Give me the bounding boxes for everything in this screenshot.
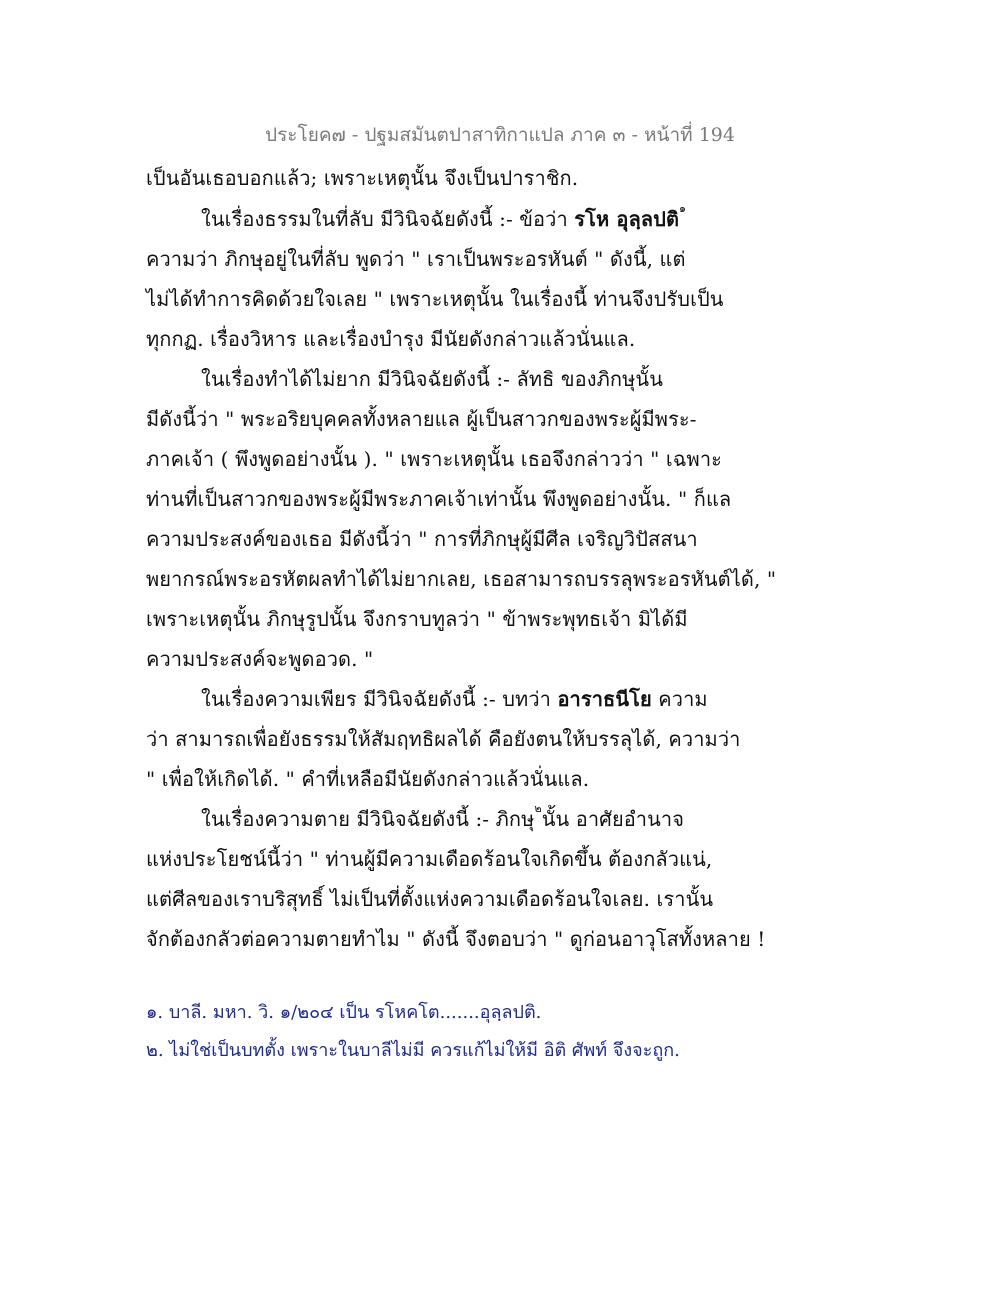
- body-line-9: ท่านที่เป็นสาวกของพระผู้มีพระภาคเจ้าเท่านั้น พึงพูดอย่างนั้น. " ก็แล: [146, 487, 732, 511]
- footnote-2: ๒. ไม่ใช่เป็นบทตั้ง เพราะในบาลีไม่มี ควรแก้ไม่ให้มี อิติ ศัพท์ จึงจะถูก.: [146, 1040, 680, 1061]
- body-line-2: [201, 203, 686, 235]
- page-header: ประโยค๗ - ปฐมสมันตปาสาทิกาแปล ภาค ๓ - หน้าที่ 194: [265, 124, 735, 146]
- body-line-5: ทุกกฏ. เรื่องวิหาร และเรื่องบำรุง มีนัยดังกล่าวแล้วนั่นแล.: [146, 327, 636, 351]
- body-line-3: ความว่า ภิกษุอยู่ในที่ลับ พูดว่า " เราเป็นพระอรหันต์ " ดังนี้, แต่: [146, 247, 686, 271]
- pali-term-aradhaniyo: อาราธนีโย: [557, 687, 652, 711]
- body-line-12: เพราะเหตุนั้น ภิกษุรูปนั้น จึงกราบทูลว่า " ข้าพระพุทธเจ้า มิได้มี: [146, 607, 688, 631]
- body-line-8: ภาคเจ้า ( พึงพูดอย่างนั้น ). " เพราะเหตุนั้น เธอจึงกล่าวว่า " เฉพาะ: [146, 447, 723, 471]
- body-line-17-text: ในเรื่องความตาย มีวินิจฉัยดังนี้ :- ภิกษุ: [201, 807, 535, 831]
- body-line-20: จักต้องกลัวต่อความตายทำไม " ดังนี้ จึงตอบว่า " ดูก่อนอาวุโสทั้งหลาย !: [146, 927, 766, 951]
- footnote-ref-1: ๑: [679, 202, 687, 215]
- body-line-17: [201, 803, 684, 835]
- body-line-14: [201, 683, 708, 715]
- footnote-ref-2: ๒: [534, 802, 542, 815]
- body-line-6: ในเรื่องทำได้ไม่ยาก มีวินิจฉัยดังนี้ :- ลัทธิ ของภิกษุนั้น: [201, 367, 663, 391]
- body-line-1: เป็นอันเธอบอกแล้ว; เพราะเหตุนั้น จึงเป็นปาราชิก.: [146, 166, 579, 190]
- body-line-11: พยากรณ์พระอรหัตผลทำได้ไม่ยากเลย, เธอสามารถบรรลุพระอรหันต์ได้, ": [146, 567, 777, 591]
- body-line-14-text: ในเรื่องความเพียร มีวินิจฉัยดังนี้ :- บทว่า: [201, 687, 558, 711]
- body-line-2-text: ในเรื่องธรรมในที่ลับ มีวินิจฉัยดังนี้ :- ข้อว่า: [201, 207, 575, 231]
- body-line-15: ว่า สามารถเพื่อยังธรรมให้สัมฤทธิผลได้ คือยังตนให้บรรลุได้, ความว่า: [146, 727, 741, 751]
- body-line-10: ความประสงค์ของเธอ มีดังนี้ว่า " การที่ภิกษุผู้มีศีล เจริญวิปัสสนา: [146, 527, 698, 551]
- body-line-16: " เพื่อให้เกิดได้. " คำที่เหลือมีนัยดังกล่าวแล้วนั่นแล.: [146, 767, 590, 791]
- body-line-7: มีดังนี้ว่า " พระอริยบุคคลทั้งหลายแล ผู้เป็นสาวกของพระผู้มีพระ-: [146, 407, 697, 431]
- body-line-18: แห่งประโยชน์นี้ว่า " ท่านผู้มีความเดือดร้อนใจเกิดขึ้น ต้องกลัวแน่,: [146, 847, 713, 871]
- body-line-19: แต่ศีลของเราบริสุทธิ์ ไม่เป็นที่ตั้งแห่งความเดือดร้อนใจเลย. เรานั้น: [146, 887, 714, 911]
- body-line-17-tail: นั้น อาศัยอำนาจ: [541, 807, 685, 831]
- body-line-13: ความประสงค์จะพูดอวด. ": [146, 647, 374, 671]
- body-line-4: ไม่ได้ทำการคิดด้วยใจเลย " เพราะเหตุนั้น ในเรื่องนี้ ท่านจึงปรับเป็น: [146, 287, 724, 311]
- body-line-14-tail: ความ: [651, 687, 708, 711]
- footnote-1: ๑. บาลี. มหา. วิ. ๑/๒๐๔ เป็น รโหคโต.......อุลฺลปติ.: [146, 1002, 542, 1023]
- pali-term-raho-ullapati: รโห อุลฺลปติ: [574, 207, 680, 231]
